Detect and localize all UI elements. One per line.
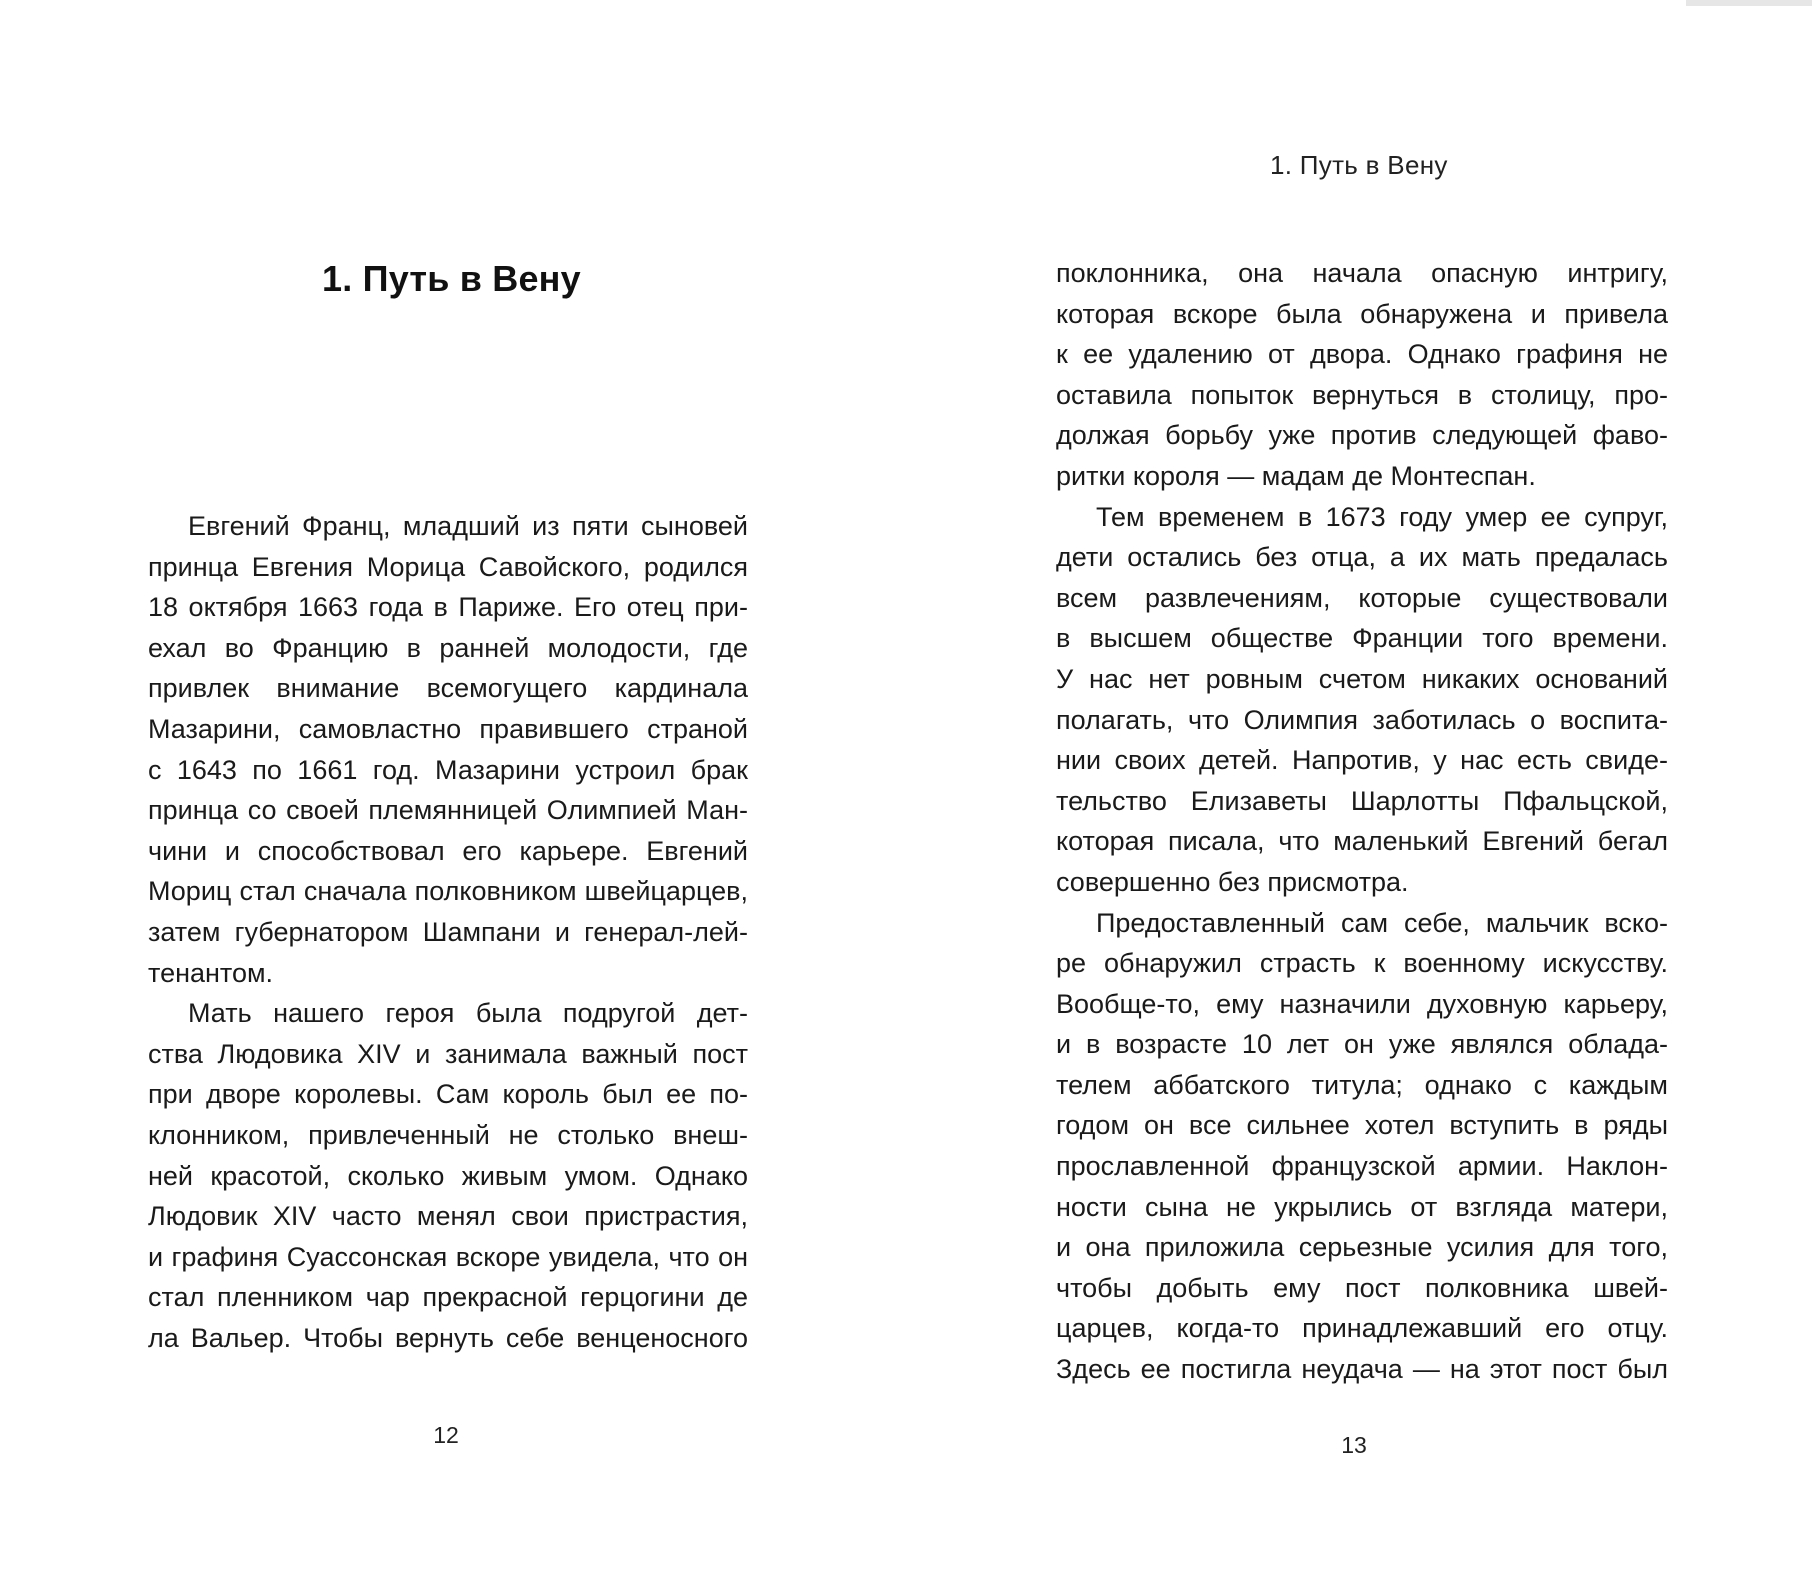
text-line: при дворе королевы. Сам король был ее по- xyxy=(148,1079,748,1110)
text-line: к ее удалению от двора. Однако графиня не xyxy=(1056,339,1668,370)
text-line: Здесь ее постигла неудача — на этот пост был xyxy=(1056,1354,1668,1385)
text-line: и она приложила серьезные усилия для того, xyxy=(1056,1232,1668,1263)
text-line: Мазарини, самовластно правившего страной xyxy=(148,713,748,744)
page-number: 13 xyxy=(1341,1432,1367,1458)
text-line: стал пленником чар прекрасной герцогини де xyxy=(148,1282,748,1313)
text-line: тенантом. xyxy=(148,957,274,988)
text-line: полагать, что Олимпия заботилась о воспита- xyxy=(1056,704,1668,735)
text-line: чини и способствовал его карьере. Евгений xyxy=(148,835,748,866)
text-line: должая борьбу уже против следующей фаво- xyxy=(1056,420,1668,451)
text-line: и графиня Суассонская вскоре увидела, что он xyxy=(148,1241,748,1272)
text-line: царцев, когда-то принадлежавший его отцу. xyxy=(1056,1313,1668,1344)
text-line: нии своих детей. Напротив, у нас есть свиде- xyxy=(1056,745,1668,776)
text-line: всем развлечениям, которые существовали xyxy=(1056,582,1668,613)
text-line: ре обнаружил страсть к военному искусству. xyxy=(1056,948,1668,979)
right-page-body xyxy=(1056,253,1668,1390)
text-line: принца со своей племянницей Олимпией Ман- xyxy=(148,795,748,826)
page-number: 12 xyxy=(433,1422,459,1448)
text-line: в высшем обществе Франции того времени. xyxy=(1056,623,1668,654)
chapter-title: 1. Путь в Вену xyxy=(322,258,581,299)
text-line: ства Людовика XIV и занимала важный пост xyxy=(148,1038,748,1069)
text-line: Предоставленный сам себе, мальчик вско- xyxy=(1096,907,1668,938)
text-line: ла Вальер. Чтобы вернуть себе венценосного xyxy=(148,1322,748,1353)
text-line: тельство Елизаветы Шарлотты Пфальцской, xyxy=(1056,785,1668,816)
text-line: чтобы добыть ему пост полковника швей- xyxy=(1056,1272,1668,1303)
left-page xyxy=(0,0,900,1580)
text-line: Вообще-то, ему назначили духовную карьеру, xyxy=(1056,988,1668,1019)
right-page xyxy=(900,0,1812,1580)
text-line: которая вскоре была обнаружена и привела xyxy=(1056,298,1668,329)
text-line: и в возрасте 10 лет он уже являлся облада- xyxy=(1056,1029,1668,1060)
text-line: клонником, привлеченный не столько внеш- xyxy=(148,1119,748,1150)
text-line: ехал во Францию в ранней молодости, где xyxy=(148,632,748,663)
text-line: привлек внимание всемогущего кардинала xyxy=(148,673,748,704)
text-line: прославленной французской армии. Наклон- xyxy=(1056,1151,1668,1182)
text-line: ней красотой, сколько живым умом. Однако xyxy=(148,1160,748,1191)
text-line: затем губернатором Шампани и генерал-лей- xyxy=(148,916,748,947)
text-line: годом он все сильнее хотел вступить в ряды xyxy=(1056,1110,1668,1141)
text-line: Тем временем в 1673 году умер ее супруг, xyxy=(1096,501,1668,532)
text-line: дети остались без отца, а их мать предалась xyxy=(1056,542,1668,573)
text-line: совершенно без присмотра. xyxy=(1056,866,1409,897)
running-head: 1. Путь в Вену xyxy=(1270,150,1448,180)
text-line: Евгений Франц, младший из пяти сыновей xyxy=(188,511,748,541)
text-line: принца Евгения Морица Савойского, родился xyxy=(148,551,748,582)
text-line: оставила попыток вернуться в столицу, про- xyxy=(1056,379,1668,410)
text-line: которая писала, что маленький Евгений бегал xyxy=(1056,826,1668,857)
text-line: поклонника, она начала опасную интригу, xyxy=(1056,258,1668,288)
text-line: У нас нет ровным счетом никаких оснований xyxy=(1056,663,1668,694)
text-line: телем аббатского титула; однако с каждым xyxy=(1056,1069,1668,1100)
text-line: Мать нашего героя была подругой дет- xyxy=(188,998,748,1029)
text-line: ритки короля — мадам де Монтеспан. xyxy=(1056,460,1536,491)
text-line: 18 октября 1663 года в Париже. Его отец при- xyxy=(148,592,748,623)
text-line: Мориц стал сначала полковником швейцарцев, xyxy=(148,876,748,907)
scan-edge xyxy=(1686,0,1812,6)
text-line: ности сына не укрылись от взгляда матери, xyxy=(1056,1191,1668,1222)
left-page-body xyxy=(148,506,748,1358)
text-line: Людовик XIV часто менял свои пристрастия, xyxy=(148,1201,748,1232)
text-line: с 1643 по 1661 год. Мазарини устроил брак xyxy=(148,754,748,785)
